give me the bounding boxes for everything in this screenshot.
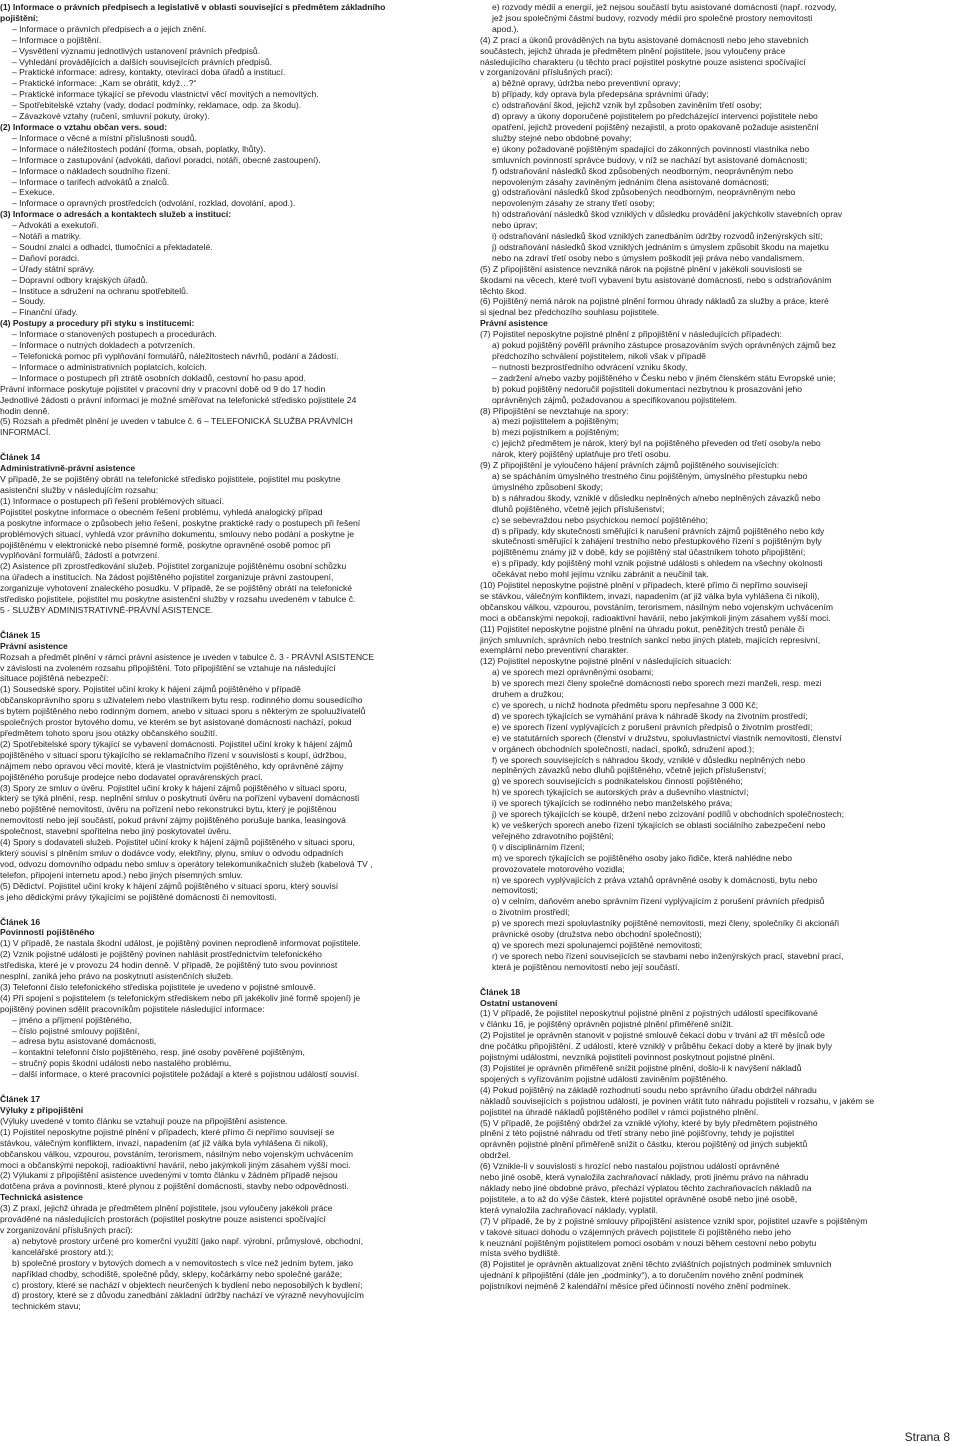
- text-line: – Daňoví poradci.: [12, 252, 80, 263]
- text-line: skutečnosti směřující k zahájení trestního nebo přestupkového řízení s pojištěným byly: [492, 536, 822, 547]
- text-line: Rozsah a předmět plnění v rámci právní asistence je uveden v tabulce č. 3 - PRÁVNÍ ASISTENCE: [0, 651, 374, 662]
- text-line: (6) Pojištěný nemá nárok na pojistné plnění formou úhrady nákladů za služby a práce, které: [480, 296, 829, 307]
- text-line: druhem a družkou;: [492, 689, 564, 700]
- text-line: – Instituce a sdružení na ochranu spotřebitelů.: [12, 285, 189, 296]
- text-line: například chodby, schodiště, společné půdy, sklepy, kočárkárny nebo společné garáže;: [12, 1268, 343, 1279]
- text-line: (1) Sousedské spory. Pojistitel učiní kroky k hájení zájmů pojištěného v případě: [0, 684, 301, 695]
- text-line: (Výluky uvedené v tomto článku se vztahují pouze na připojištění asistence.: [0, 1115, 288, 1126]
- text-line: společných prostor bytového domu, ve kterém se byt asistované domácnosti nachází, pokud: [0, 717, 352, 728]
- text-line: d) s případy, kdy skutečnosti směřující k narušení právních zájmů pojištěného nebo kdy: [492, 525, 825, 536]
- text-line: k neuznání pojištěným pojistitelem pomoci osobám v nouzi během cestovní nebo pobytu: [480, 1237, 817, 1248]
- text-line: b) společné prostory v bytových domech a v nemovitostech s více než jedním bytem, jako: [12, 1257, 354, 1268]
- text-line: o životním prostředí;: [492, 907, 570, 918]
- text-line: n) ve sporech vyplývajících z práva vztahů oprávněné osoby k domácnosti, bytu nebo: [492, 874, 818, 885]
- text-line: občanskou válkou, vzpourou, povstáním, terorismem, násilným nebo vojenským uchvácením: [480, 601, 833, 612]
- text-line: – Soudy.: [12, 296, 46, 307]
- text-line: – Informace o věcné a místní příslušnosti soudů.: [12, 132, 197, 143]
- text-line: e) úkony požadované pojištěným spadající do zákonných povinností vlastníka nebo: [492, 143, 810, 154]
- text-line: c) odstraňování škod, jejichž vznik byl způsoben zaviněním třetí osoby;: [492, 100, 762, 111]
- text-line: náklady nebo jiné obdobné právo, přechází výplatou těchto zachraňovacích nákladů na: [480, 1182, 812, 1193]
- section-heading: Povinnosti pojištěného: [0, 927, 95, 938]
- text-line: b) mezi pojistníkem a pojištěným;: [492, 427, 620, 438]
- text-line: h) odstraňování následků škod vzniklých v důsledku provádění jakýchkoliv stavebních oprav: [492, 209, 843, 220]
- text-line: j) ve sporech týkajících se koupě, držení nebo zcizování podílů v obchodních společnostech;: [492, 809, 845, 820]
- text-line: zorganizuje vyhotovení znaleckého posudku. V případě, že se pojištěný obrátí na telefonické: [0, 583, 353, 594]
- article-heading: Článek 16: [0, 916, 41, 927]
- text-line: v zorganizování příslušných prací):: [0, 1224, 133, 1235]
- text-line: a) se spácháním úmyslného trestného činu pojištěným, úmyslného přestupku nebo: [492, 470, 808, 481]
- text-line: b) pokud pojištěný nedoručil pojistiteli dokumentaci nezbytnou k prosazování jeho: [492, 383, 803, 394]
- text-line: předchozího schválení pojistitelem, nikoli však v případě: [492, 351, 707, 361]
- text-line: (5) Rozsah a předmět plnění je uveden v tabulce č. 6 – TELEFONICKÁ SLUŽBA PRÁVNÍCH: [0, 416, 353, 427]
- text-line: s bytem pojištěného nebo rodinným domem, anebo v situaci sporu s některým ze spoluuživatelů: [0, 706, 366, 717]
- text-line: c) se sebevraždou nebo psychickou nemocí pojištěného;: [492, 514, 708, 525]
- text-line: si sjednal bez předchozího souhlasu pojistitele.: [480, 307, 660, 318]
- text-line: a) ve sporech mezi oprávněnými osobami;: [492, 667, 654, 678]
- left-column: [0, 2, 466, 1312]
- text-line: – Advokáti a exekutoři.: [12, 220, 99, 231]
- text-line: (10) Pojistitel neposkytne pojistné plnění v případech, které přímo či nepřímo souvisejí: [480, 580, 808, 591]
- text-line: stávkou, válečným konfliktem, invazí, napadením (ať již válka byla vyhlášena či nikoli),: [0, 1137, 329, 1148]
- text-line: (2) Spotřebitelské spory týkající se vybavení domácnosti. Pojistitel učiní kroky k hájení zájmů: [0, 738, 353, 749]
- text-line: ujednání k připojištění (dále jen „podmínky“), a to doručením nového znění podmínek: [480, 1270, 804, 1281]
- section-heading: Právní asistence: [480, 318, 548, 329]
- text-line: e) ve statutárních sporech (členství v družstvu, spoluvlastnictví vlastník nemovitosti, členství: [492, 732, 842, 743]
- text-line: v orgánech obchodních společností, nadací, spolků, sdružení apod.);: [492, 743, 755, 754]
- text-line: plnění z této pojistné náhradu od třetí strany nebo jiné pojišťovny, tehdy je pojistitel: [480, 1128, 795, 1139]
- text-line: – Informace o zastupování (advokáti, daňoví poradci, notáři, obecné zastoupení).: [12, 154, 321, 165]
- text-line: technickém stavu;: [12, 1301, 81, 1312]
- text-line: e) ve sporech řízení vyplývajících z porušení právních předpisů o životním prostředí;: [492, 721, 813, 732]
- section-heading: Právní asistence: [0, 640, 68, 651]
- text-line: f) ve sporech souvisejících s náhradou škody, vzniklé v důsledku neplněných nebo: [492, 754, 806, 765]
- text-line: – Informace o nákladech soudního řízení.: [12, 165, 171, 176]
- text-line: a poskytne informace o způsobech jeho řešení, poskytne praktické rady o postupech při řešení: [0, 517, 361, 528]
- text-line: (3) Pojistitel je oprávněn přiměřeně snížit pojistné plnění, došlo-li k navýšení nákladů: [480, 1063, 802, 1073]
- text-line: hodin denně.: [0, 405, 50, 416]
- text-line: d) ve sporech týkajících se vymáhání práva k náhradě škody na životním prostředí;: [492, 710, 808, 721]
- text-line: (9) Z připojištění je vyloučeno hájení právních zájmů pojištěného souvisejících:: [480, 460, 780, 471]
- text-line: – kontaktní telefonní číslo pojištěného, resp. jiné osoby pověřené pojištěným,: [12, 1047, 305, 1058]
- text-line: s jeho dědickými právy týkajícími se pojištěné domácnosti či nemovitosti.: [0, 891, 277, 902]
- text-line: – Informace o administrativních poplatcích, kolcích.: [12, 361, 207, 372]
- text-line: a) pokud pojištěný pověřil právního zástupce prosazováním svých oprávněných zájmů bez: [492, 340, 836, 351]
- text-line: následujícího charakteru (u těchto prací pojistitel poskytne pouze asistenci spočívající: [480, 56, 806, 67]
- text-line: nárok, který pojištěný uplatňuje pro třetí osobu.: [492, 449, 671, 460]
- text-line: v článku 16, je pojištěný oprávněn pojistné plnění přiměřeně snížit.: [480, 1019, 734, 1030]
- text-line: nebo jiné osobě, která vynaložila zachraňovací náklady, proti jinému právo na náhradu: [480, 1172, 809, 1183]
- text-line: který souvisí s plněním smluv o dodávce vody, elektřiny, plynu, smluv o odvodu odpadních: [0, 847, 344, 858]
- text-line: – další informace, o které pracovníci pojistitele požádají a které s pojistnou událostí souvisí.: [12, 1069, 360, 1080]
- text-line: – stručný popis škodní události nebo nastalého problému,: [12, 1058, 232, 1069]
- text-line: i) odstraňování následků škod vzniklých zanedbáním údržby rozvodů inženýrských sítí;: [492, 231, 823, 242]
- article-heading: Článek 17: [0, 1094, 41, 1105]
- text-line: kancelářské prostory atd.);: [12, 1246, 114, 1257]
- text-line: pojištěného porušuje prodejce nebo dodavatel opravárenských prací.: [0, 771, 263, 782]
- text-line: – Vysvětlení významu jednotlivých ustanovení právních předpisů.: [12, 45, 261, 56]
- right-column: [480, 2, 946, 1292]
- text-line: – Informace o stanovených postupech a procedurách.: [12, 329, 217, 340]
- text-line: c) jejichž předmětem je nárok, který byl na pojištěného převeden od třetí osoby/a nebo: [492, 438, 821, 449]
- text-line: Právní informace poskytuje pojistitel v pracovní dny v pracovní době od 9 do 17 hodin: [0, 383, 326, 394]
- text-line: d) prostory, které se z důvodu zanedbání základní údržby nachází ve výrazně nevyhovujícím: [12, 1290, 364, 1301]
- text-line: nesplní, zaniká jeho právo na poskytnutí asistenčních služeb.: [0, 971, 234, 982]
- text-line: – Telefonická pomoc při vyplňování formulářů, náležitostech návrhů, podání a žádostí.: [12, 351, 339, 361]
- text-line: obdržel.: [480, 1150, 511, 1161]
- text-line: – jméno a příjmení pojištěného,: [12, 1014, 132, 1025]
- text-line: INFORMACÍ.: [0, 427, 51, 438]
- text-line: – Informace o právních předpisech a o jejich znění.: [12, 23, 207, 34]
- text-line: – zadržení a/nebo vazby pojištěného v Česku nebo v jiném členském státu Evropské unie;: [492, 372, 836, 383]
- text-line: střediska, které je v provozu 24 hodin denně. V případě, že pojištěný tuto svou povinnost: [0, 960, 338, 971]
- text-line: – Spotřebitelské vztahy (vady, dodací podmínky, reklamace, odp. za škodu).: [12, 100, 302, 111]
- text-line: problémových situací, vyhledá vzor právního dokumentu, smlouvy nebo podání a poskytne je: [0, 528, 354, 539]
- text-line: q) ve sporech mezi spolunajemci pojištěné nemovitosti;: [492, 939, 703, 950]
- text-line: pojištěnému v elektronické nebo písemné formě, poskytne opravněné osobě pomoc při: [0, 539, 331, 550]
- text-line: – Finanční úřady.: [12, 307, 78, 318]
- text-line: právnické osoby (družstva nebo obchodní společnosti);: [492, 929, 702, 940]
- text-line: – Praktické informace týkající se převodu vlastnictví věcí movitých a nemovitých.: [12, 89, 319, 100]
- text-line: jiných smluvních, správních nebo trestních sankcí nebo jiných plateb, majících represivní,: [480, 634, 821, 645]
- text-line: b) případy, kdy oprava byla předepsána správními úřady;: [492, 89, 709, 100]
- text-line: – Dopravní odbory krajských úřadů.: [12, 274, 148, 285]
- text-line: smluvních povinností správce budovy, v níž se nachází byt asistované domácnosti;: [492, 154, 808, 165]
- text-line: – Notáři a matriky.: [12, 231, 82, 242]
- text-line: exemplární nebo preventivní charakter.: [480, 645, 629, 656]
- article-heading: Článek 14: [0, 452, 41, 463]
- text-line: (3) Z praxí, jejichž úhrada je předmětem plnění pojistitele, jsou vyloučeny jakékoli práce: [0, 1203, 333, 1214]
- text-line: c) prostory, které se nachází v objektech neurčených k bydlení nebo neposobilých k bydlení;: [12, 1279, 363, 1290]
- section-heading: Ostatní ustanovení: [480, 997, 558, 1008]
- text-line: – nutnosti bezprostředního odvrácení vzniku škody,: [492, 361, 688, 372]
- text-line: p) ve sporech mezi spoluvlastníky pojištěné nemovitosti, mezi členy, společníky či akcionáři: [492, 918, 840, 929]
- text-line: Pojistitel poskytne informace o obecném řešení problému, vyhledá analogický případ: [0, 506, 323, 517]
- section-heading: (2) Informace o vztahu občan vers. soud:: [0, 121, 168, 132]
- text-line: f) odstraňování následků škod způsobených neodborným, neoprávněným nebo: [492, 165, 793, 176]
- text-line: o) v celním, daňovém anebo správním řízení vyplývajícím z porušení právních předpisů: [492, 896, 825, 907]
- text-line: 5 - SLUŽBY ADMINISTRATIVNĚ-PRÁVNÍ ASISTENCE.: [0, 604, 214, 615]
- text-line: středisko pojistitele, pojistitel mu poskytne asistenční služby v rozsahu uvedeném v tabulce č.: [0, 594, 356, 605]
- text-line: – Praktické informace: adresy, kontakty, otevírací doba úřadů a institucí.: [12, 67, 286, 78]
- text-line: oprávněn pojistné plnění přiměřeně snížit o částku, kterou pojištěný od jiných subjektů: [480, 1139, 808, 1150]
- text-line: (4) Při spojení s pojistitelem (s telefonickým střediskem nebo při jakékoliv jiné formě spojení) je: [0, 992, 361, 1003]
- text-line: vod, odvozu domovního odpadu nebo smluv s operátory telekomunikačních služeb (kabelová TV ,: [0, 858, 373, 869]
- text-line: (4) Z prací a úkonů prováděných na bytu asistované domácnosti nebo jeho stavebních: [480, 34, 809, 45]
- text-line: e) rozvody médií a energií, jež nejsou součástí bytu asistované domácnosti (např. rozvody,: [492, 2, 837, 12]
- text-line: asistenční služby v následujícím rozsahu:: [0, 484, 159, 495]
- text-line: která vynaložila zachraňovací náklady, vyplatil.: [480, 1204, 658, 1215]
- text-line: služby stejné nebo obdobné povahy;: [492, 132, 632, 143]
- text-line: (4) Spory s dodavateli služeb. Pojistitel učiní kroky k hájení zájmů pojištěného v situaci sporu,: [0, 837, 355, 848]
- text-line: apod.).: [492, 23, 519, 34]
- text-line: – Soudní znalci a odhadci, tlumočníci a překladatelé.: [12, 241, 213, 252]
- text-line: h) ve sporech týkajících se autorských práv a duševního vlastnictví;: [492, 787, 749, 798]
- text-line: a) mezi pojistitelem a pojištěným;: [492, 416, 619, 427]
- text-line: – Informace o náležitostech podání (forma, obsah, poplatky, lhůty).: [12, 143, 266, 154]
- text-line: Jednotlivé žádosti o právní informaci je možné směřovat na telefonické středisko pojistitele 24: [0, 394, 357, 405]
- text-line: moci a občanskými nepokoji, radioaktivní havárií, nebo jakýmkoli jiným zásahem vyšší moci.: [0, 1159, 351, 1170]
- text-line: v zorganizování příslušných prací):: [480, 67, 613, 78]
- text-line: (2) Vznik pojistné události je pojištěný povinen nahlásit prostřednictvím telefonického: [0, 949, 322, 960]
- text-line: nepovoleným zásahy zaviněným jednáním člena asistované domácnosti;: [492, 176, 770, 187]
- text-line: j) odstraňování následků škod vzniklých jednáním s úmyslem způsobit škodu na majetku: [492, 241, 829, 252]
- text-line: oprávněných zájmů, požadovanou a specifikovanou pojistitelem.: [492, 394, 738, 405]
- text-line: – Úřady státní správy.: [12, 263, 95, 274]
- text-line: provozovatele motorového vozidla;: [492, 863, 625, 874]
- section-heading: Administrativně-právní asistence: [0, 463, 136, 474]
- section-heading: pojištění:: [0, 12, 39, 23]
- section-heading: (4) Postupy a procedury při styku s institucemi:: [0, 318, 195, 329]
- text-line: spojených s vyřizováním pojistné události zaviněním pojištěného.: [480, 1073, 728, 1084]
- text-line: dluhů pojištěného, včetně jejich příslušenství;: [492, 503, 665, 514]
- text-line: veřejného zdravotního pojištění;: [492, 830, 614, 841]
- text-line: nebo na zdraví třetí osoby nebo s úmyslem poškodit jeji práva nebo vandalismem.: [492, 252, 805, 263]
- text-line: – Exekuce.: [12, 187, 55, 198]
- text-line: r) ve sporech nebo řízení souvisejících se stavbami nebo inženýrských prací, stavební prací,: [492, 950, 844, 961]
- text-line: pojistitel na úhradě nákladů pojištěného podílel v rámci pojistného plnění.: [480, 1106, 759, 1117]
- text-line: g) ve sporech souvisejících s podnikatelskou činností pojištěného;: [492, 776, 743, 787]
- text-line: pojištěného v situaci sporu týkajícího se reklamačního řízení v souvislosti s koupí, údržbou,: [0, 749, 347, 760]
- text-line: předmětem tohoto sporu jsou otázky občanského soužití.: [0, 728, 218, 738]
- text-line: k) ve veškerých sporech anebo řízení týkajících se oblasti sociálního zabezpečení nebo: [492, 819, 826, 830]
- text-line: a) nebytové prostory určené pro komerční využití (jako např. výrobní, průmyslové, obchodní,: [12, 1235, 364, 1246]
- text-line: c) ve sporech, u nichž hodnota předmětu sporu nepřesahne 3 000 Kč;: [492, 700, 759, 710]
- text-line: (3) Telefonní číslo telefonického střediska pojistitele je uvedeno v pojistné smlouvě.: [0, 981, 316, 992]
- text-line: d) opravy a úkony doporučené pojistitelem po předcházející intervenci pojistitele nebo: [492, 111, 818, 122]
- text-line: a) běžné opravy, údržba nebo preventivní opravy;: [492, 78, 681, 89]
- text-line: – Závazkové vztahy (ručení, smluvní pokuty, úroky).: [12, 111, 210, 122]
- text-line: která je pojištěnou nemovitostí nebo její součástí.: [492, 961, 680, 972]
- text-line: m) ve sporech týkajících se pojištěného osoby jako řidiče, která nahlédne nebo: [492, 852, 792, 863]
- text-line: l) v disciplinárním řízení;: [492, 841, 585, 852]
- text-line: – adresa bytu asistované domácnosti,: [12, 1036, 157, 1047]
- text-line: (8) Připojištění se nevztahuje na spory:: [480, 405, 629, 416]
- text-line: (11) Pojistitel neposkytne pojistné plnění na úhradu pokut, peněžitých trestů penále či: [480, 623, 805, 634]
- article-heading: Článek 15: [0, 629, 41, 640]
- text-line: (5) Dědictví. Pojistitel učiní kroky k hájení zájmů pojištěného v situaci sporu, který souvisí: [0, 880, 339, 891]
- text-line: jež jsou společnými částmi budovy, rozvody médií pro společné prostory nemovitosti: [492, 12, 813, 23]
- text-line: (2) Výlukami z připojištění asistence uvedenými v tomto článku v žádném případě nejsou: [0, 1170, 338, 1181]
- text-line: (1) Informace o postupech při řešení problémových situací.: [0, 495, 225, 506]
- text-line: V případě, že se pojištěný obrátí na telefonické středisko pojistitele, pojistitel mu poskytne: [0, 474, 341, 485]
- section-heading: Technická asistence: [0, 1192, 83, 1203]
- text-line: – Vyhledání provádějících a dalších souvisejících právních předpisů.: [12, 56, 273, 67]
- text-line: občanskoprávního sporu s uživatelem nebo vlastníkem bytu resp. rodinného domu sousedícího: [0, 695, 363, 706]
- text-line: (5) V případě, že pojištěný obdržel za vzniklé výlohy, které by byly předmětem pojistného: [480, 1117, 818, 1128]
- text-line: telefon, připojení internetu apod.) nebo jiných písemných smluv.: [0, 869, 243, 880]
- text-line: nemovitostí nebo její součástí, pokud právní zájmy pojištěného porušuje banka, leasingová: [0, 815, 346, 826]
- text-line: v závislosti na zvoleném rozsahu připojištění. Toto připojištění se vztahuje na následující: [0, 662, 336, 673]
- text-line: nebo pojištěné nemovitosti, úvěru na pořízení nebo rekonstrukci bytu, který je pojištěnou: [0, 804, 337, 815]
- page-number: Strana 8: [904, 1430, 950, 1444]
- text-line: pojistnými událostmi, nevzniká pojistiteli povinnost poskytnout pojistné plnění.: [480, 1052, 775, 1063]
- text-line: – Praktické informace: „Kam se obrátit, když…?“: [12, 78, 197, 89]
- text-line: těchto škod.: [480, 285, 527, 296]
- text-line: se stávkou, válečným konfliktem, invazí, napadením (ať již válka byla vyhlášena či nikoli),: [480, 590, 820, 601]
- text-line: součástech, jejichž úhrada je předmětem plnění pojistitele, jsou vyloučeny práce: [480, 45, 786, 56]
- text-line: neplněných závazků nebo dluhů pojištěného, včetně jejich příslušenství;: [492, 765, 767, 776]
- article-heading: Článek 18: [480, 986, 521, 997]
- text-line: vyplňování formulářů, žádostí a potvrzení.: [0, 550, 160, 561]
- text-line: úmyslného způsobení škody;: [492, 481, 603, 492]
- text-line: b) ve sporech mezi členy společné domácnosti nebo sporech mezi manželi, resp. mezi: [492, 678, 822, 689]
- text-line: dotčena práva a povinnosti, které plynou z pojištění domácnosti, stavby nebo odpovědnosti.: [0, 1181, 349, 1192]
- text-line: nemovitosti;: [492, 885, 538, 896]
- text-line: opatření, jejichž provedení pojištěný nezajistil, a proto opakovaně požaduje asistenční: [492, 121, 819, 132]
- text-line: (5) Z připojištění asistence nevzniká nárok na pojistné plnění v jakékoli souvislosti se: [480, 263, 802, 274]
- text-line: (2) Pojistitel je oprávněn stanovit v pojistné smlouvě čekací dobu v trvání až tří měsíců ode: [480, 1030, 825, 1041]
- text-line: občanskou válkou, vzpourou, povstáním, terorismem, násilným nebo vojenským uchvácením: [0, 1148, 353, 1159]
- text-line: (12) Pojistitel neposkytne pojistné plnění v následujících situacích:: [480, 656, 732, 667]
- text-line: – Informace o opravných prostředcích (odvolání, rozklad, dovolání, apod.).: [12, 198, 296, 209]
- text-line: (3) Spory ze smluv o úvěru. Pojistitel učiní kroky k hájení zájmů pojištěného v situaci sporu,: [0, 782, 347, 793]
- section-heading: (1) Informace o právních předpisech a legislativě v oblasti související s předmětem základního: [0, 2, 386, 12]
- text-line: g) odstraňování následků škod způsobených neodborným, neoprávněným nebo: [492, 187, 796, 198]
- text-line: společnost, stavební spořitelna nebo jiný poskytovatel úvěru.: [0, 826, 232, 837]
- text-line: nájmem nebo opravou věci movité, která je vlastnictvím pojištěného, kdy oprávněné zájmy: [0, 760, 344, 771]
- text-line: pojistitele, a to až do výše částek, které pojistitel oprávněné osobě nebo jiné osobě,: [480, 1193, 798, 1204]
- section-heading: (3) Informace o adresách a kontaktech služeb a institucí:: [0, 209, 232, 220]
- text-line: (7) V případě, že by z pojistné smlouvy připojištění asistence vznikl spor, pojistitel uzavře s pojištěným: [480, 1215, 868, 1226]
- text-line: nebo úprav;: [492, 220, 538, 231]
- text-line: – Informace o nutných dokladech a potvrzeních.: [12, 340, 195, 351]
- text-line: (8) Pojistitel je oprávněn aktualizovat znění těchto zvláštních pojistných podmínek smluvních: [480, 1259, 832, 1270]
- text-line: místa svého bydliště.: [480, 1248, 561, 1259]
- section-heading: Výluky z připojištění: [0, 1105, 84, 1115]
- text-line: (1) V případě, že pojistitel neposkytnul pojistné plnění z pojistných událostí specifikované: [480, 1008, 818, 1019]
- text-line: situace pojištěná nebezpečí:: [0, 673, 109, 684]
- text-line: moci a občanskými nepokoji, radioaktivní havárií, nebo jakýmkoli jiným zásahem vyšší moci.: [480, 612, 831, 623]
- text-line: očekávat nebo mohl jejímu vzniku zabránit a neučinil tak.: [492, 569, 709, 580]
- text-line: – Informace o postupech při ztrátě osobních dokladů, cestovní ho pasu apod.: [12, 372, 306, 383]
- text-line: i) ve sporech týkajících se rodinného nebo manželského práva;: [492, 798, 733, 809]
- text-line: pojistníkovi nejméně 2 kalendářní měsíce před účinností nového znění podmínek.: [480, 1281, 791, 1292]
- text-line: pojištěnému známy již v době, kdy se pojištěný stal účastníkem tohoto připojištění;: [492, 547, 806, 558]
- text-line: e) s případy, kdy pojištěný mohl vznik pojistné události s ohledem na všechny okolnosti: [492, 558, 823, 569]
- text-line: b) s náhradou škody, vzniklé v důsledku neplněných a/nebo neplněných závazků nebo: [492, 492, 821, 503]
- text-line: nákladů souvisejících s pojistnou událostí, je povinen vrátit tuto náhradu pojistiteli v rozsahu, v jakém se: [480, 1095, 875, 1106]
- text-line: nepovoleným zásahy ze strany třetí osoby;: [492, 198, 655, 209]
- text-line: (7) Pojistitel neposkytne pojistné plnění z připojištění v následujících případech:: [480, 329, 782, 340]
- text-line: prováděné na následujících prostorách (pojistitel poskytne pouze asistenci spočívající: [0, 1214, 326, 1225]
- text-line: (4) Pokud pojištěný na základě rozhodnutí soudu nebo správního úřadu obdržel náhradu: [480, 1084, 817, 1095]
- text-line: pojištěný povinen sdělit pracovníkům pojistitele následující informace:: [0, 1003, 265, 1014]
- text-line: (1) V případě, že nastala škodní událost, je pojištěný povinen neprodleně informovat pojistitele.: [0, 938, 361, 949]
- text-line: který se týká plnění, resp. neplnění smluv o poskytnutí úvěru na pořízení vybavení domácnosti: [0, 793, 360, 804]
- text-line: – Informace o tarifech advokátů a znalců.: [12, 176, 170, 187]
- text-line: (6) Vznikle-li v souvislosti s hrozící nebo nastalou pojistnou událostí oprávněné: [480, 1161, 780, 1172]
- text-line: v takové situaci dohodu o vzájemných právech pojistitele či pojištěného nebo jeho: [480, 1226, 791, 1237]
- text-line: škodami na věcech, které tvoří vybavení bytu asistované domácnosti, nebo s odstraňováním: [480, 274, 832, 285]
- text-line: dne počátku připojištění. Z událostí, které vzniklý v průběhu čekací doby a které by jinak byly: [480, 1041, 833, 1052]
- text-line: na úřadech a institucích. Na žádost pojištěného pojistitel zorganizuje právní zastoupení,: [0, 572, 334, 583]
- text-line: (2) Asistence při zprostředkování služeb. Pojistitel zorganizuje pojištěnému osobní schůzku: [0, 561, 347, 572]
- text-line: (1) Pojistitel neposkytne pojistné plnění v případech, které přímo či nepřímo souvisejí se: [0, 1126, 335, 1137]
- text-line: – Informace o pojištění.: [12, 34, 102, 45]
- text-line: – číslo pojistné smlouvy pojištění,: [12, 1025, 140, 1036]
